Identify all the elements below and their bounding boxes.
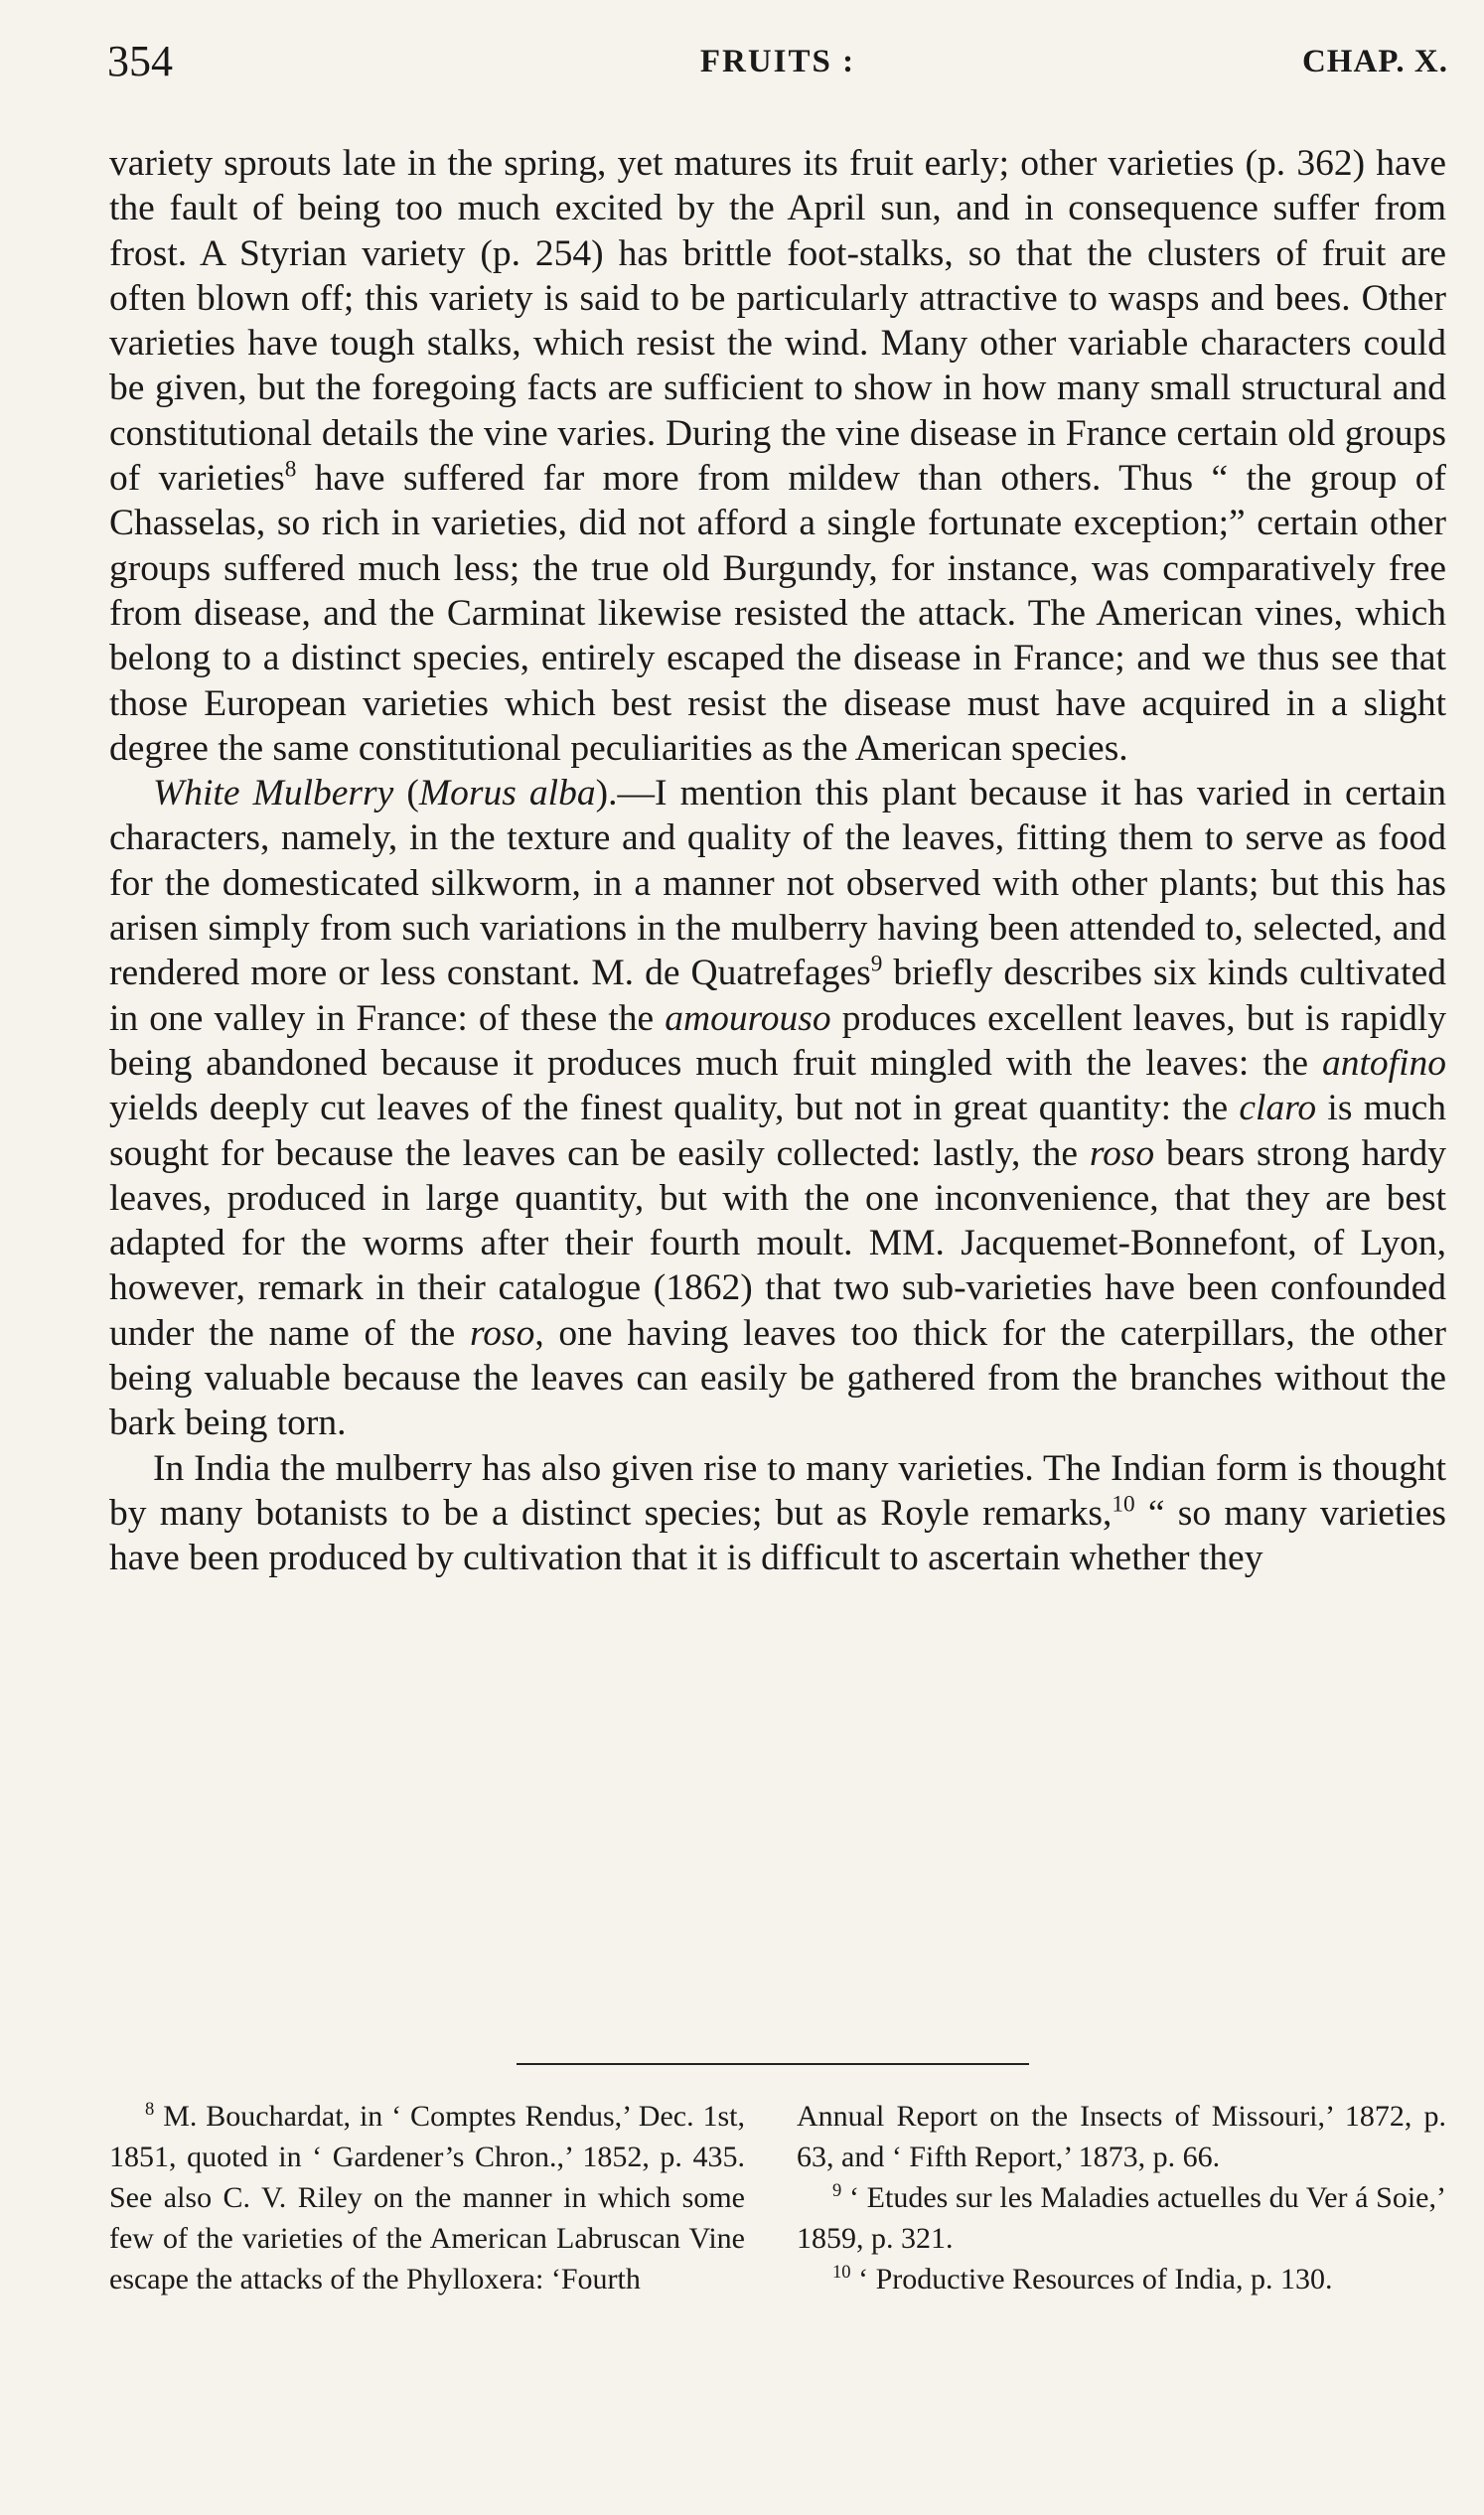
footnote-marker: 8 <box>145 2099 155 2120</box>
paragraph-text: produces excellent leaves, but is rapidly being abandoned because it produces much fruit mingled with the leaves: the <box>109 997 1446 1084</box>
paragraph-text: I mention this plant because it has varied in certain characters, namely, in the texture and quality of the leaves, fitting them to serve as food for the domesticated silkworm, in a manner not observed with other plants; but this has arisen simply from such variations in the mulberry having been attended to, selected, and rendered more or less constant. M. de Quatrefages <box>109 773 1446 994</box>
running-title: FRUITS : <box>699 44 856 79</box>
body-text <box>109 141 1446 1581</box>
paragraph-white-mulberry <box>109 771 1446 1445</box>
paragraph-vine <box>109 141 1446 771</box>
section-title-punct: ).— <box>595 773 655 814</box>
variety-name: roso <box>1089 1132 1155 1174</box>
paragraph-india <box>109 1446 1446 1581</box>
footnote-column-left <box>109 2096 745 2299</box>
footnote-10 <box>797 2259 1446 2299</box>
paragraph-text: yields deeply cut leaves of the finest quality, but not in great quantity: the <box>109 1088 1240 1129</box>
footnote-ref: 9 <box>870 951 883 977</box>
paragraph-text: briefly describes six kinds cultivated in one valley in France: of these the <box>109 953 1446 1039</box>
footnote-9 <box>797 2177 1446 2259</box>
paragraph-text: is much sought for because the leaves can be easily collected: lastly, the <box>109 1088 1447 1174</box>
footnote-divider <box>517 2063 1029 2065</box>
footnote-marker: 9 <box>832 2180 842 2201</box>
paragraph-text: , one having leaves too thick for the caterpillars, the other being valuable because the leaves can easily be gathered from the branches without the bark being torn. <box>109 1312 1447 1444</box>
footnote-column-right <box>797 2096 1446 2299</box>
paragraph-text: variety sprouts late in the spring, yet matures its fruit early; other varieties (p. 362) have the fault of being too much excited by the April sun, and in consequence suffer from frost. A Styrian variety (p. 254) has brittle foot-stalks, so that the clusters of fruit are often blown off; this variety is said to be particularly attractive to wasps and bees. Other varieties have tough stalks, which resist the wind. Many other variable characters could be given, but the foregoing facts are sufficient to show in how many small structural and constitutional details the vine varies. During the vine disease in France certain old groups of varieties <box>109 143 1446 500</box>
footnote-8-continued <box>797 2096 1446 2177</box>
paragraph-text: bears strong hardy leaves, produced in large quantity, but with the one inconvenience, that they are best adapted for the worms after their fourth moult. MM. Jacquemet-Bonnefont, of Lyon, however, remark in their catalogue (1862) that two sub-varieties have been confounded under the name of the <box>109 1132 1446 1354</box>
footnote-text: ‘ Productive Resources of India, p. 130. <box>850 2263 1333 2295</box>
variety-name: antofino <box>1321 1042 1446 1084</box>
section-title-punct: ( <box>393 773 419 814</box>
variety-name: roso <box>470 1312 535 1354</box>
footnote-text: Annual Report on the Insects of Missouri,’ 1872, p. 63, and ‘ Fifth Report,’ 1873, p. 66. <box>797 2100 1446 2173</box>
paragraph-text: have suffered far more from mildew than others. Thus “ the group of Chasselas, so rich in varieties, did not afford a single fortunate exception;” certain other groups suffered much less; the true old Burgundy, for instance, was comparatively free from disease, and the Carminat likewise resisted the attack. The American vines, which belong to a distinct species, entirely escaped the disease in France; and we thus see that those European varieties which best resist the disease must have acquired in a slight degree the same constitutional peculiarities as the American species. <box>109 458 1447 769</box>
footnote-text: M. Bouchardat, in ‘ Comptes Rendus,’ Dec. 1st, 1851, quoted in ‘ Gardener’s Chron.,’ 1852, p. 435. See also C. V. Riley on the manner in which some few of the varieties of the American Labruscan Vine escape the attacks of the Phylloxera: ‘Fourth <box>109 2100 745 2295</box>
variety-name: amourouso <box>665 997 831 1039</box>
footnote-ref: 10 <box>1112 1491 1135 1518</box>
paragraph-text: “ so many varieties have been produced by cultivation that it is difficult to ascertain whether they <box>109 1492 1446 1579</box>
page-number: 354 <box>107 37 173 85</box>
chapter-label: CHAP. X. <box>1301 44 1448 79</box>
paragraph-text: In India the mulberry has also given rise to many varieties. The Indian form is thought by many botanists to be a distinct species; but as Royle remarks, <box>109 1447 1446 1534</box>
latin-name: Morus alba <box>418 773 596 814</box>
footnote-8 <box>109 2096 745 2299</box>
section-title: White Mulberry <box>153 773 394 814</box>
footnote-text: ‘ Etudes sur les Maladies actuelles du Ver á Soie,’ 1859, p. 321. <box>797 2181 1446 2255</box>
footnote-marker: 10 <box>832 2262 851 2283</box>
footnote-ref: 8 <box>284 456 297 483</box>
variety-name: claro <box>1239 1088 1317 1129</box>
running-head <box>107 36 1448 95</box>
